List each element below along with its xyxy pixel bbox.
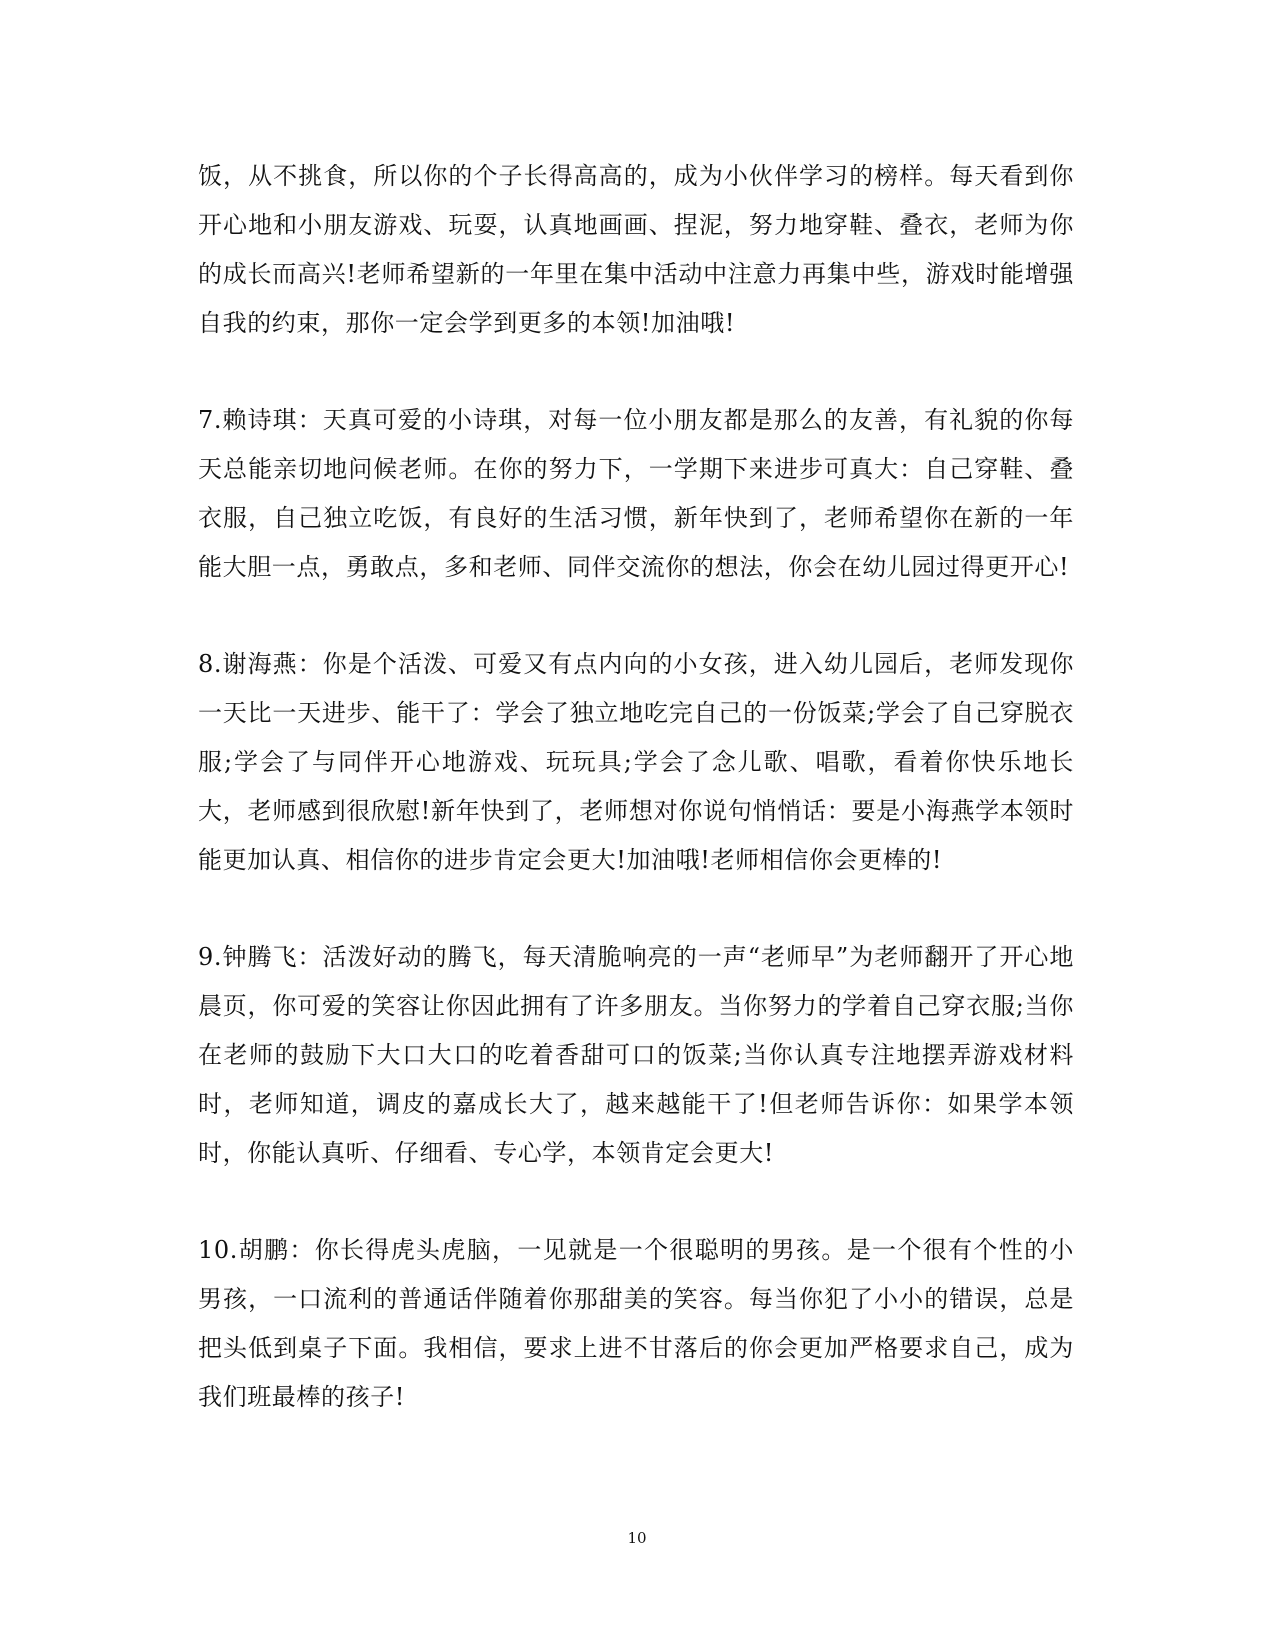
paragraph-item-8: 8.谢海燕：你是个活泼、可爱又有点内向的小女孩，进入幼儿园后，老师发现你一天比一天进步、能干了：学会了独立地吃完自己的一份饭菜;学会了自己穿脱衣服;学会了与同伴开心地游戏、玩玩具;学会了念儿歌、唱歌，看着你快乐地长大，老师感到很欣慰!新年快到了，老师想对你说句悄悄话：要是小海燕学本领时能更加认真、相信你的进步肯定会更大!加油哦!老师相信你会更棒的!	[198, 650, 1074, 874]
page-number: 10	[627, 1529, 647, 1547]
body-text	[198, 152, 1074, 1422]
paragraph-item-9: 9.钟腾飞：活泼好动的腾飞，每天清脆响亮的一声“老师早”为老师翻开了开心地晨页，你可爱的笑容让你因此拥有了许多朋友。当你努力的学着自己穿衣服;当你在老师的鼓励下大口大口的吃着香甜可口的饭菜;当你认真专注地摆弄游戏材料时，老师知道，调皮的嘉成长大了，越来越能干了!但老师告诉你：如果学本领时，你能认真听、仔细看、专心学，本领肯定会更大!	[198, 943, 1074, 1167]
paragraph-continued: 饭，从不挑食，所以你的个子长得高高的，成为小伙伴学习的榜样。每天看到你开心地和小朋友游戏、玩耍，认真地画画、捏泥，努力地穿鞋、叠衣，老师为你的成长而高兴!老师希望新的一年里在集中活动中注意力再集中些，游戏时能增强自我的约束，那你一定会学到更多的本领!加油哦!	[198, 162, 1074, 337]
paragraph-item-7: 7.赖诗琪：天真可爱的小诗琪，对每一位小朋友都是那么的友善，有礼貌的你每天总能亲切地问候老师。在你的努力下，一学期下来进步可真大：自己穿鞋、叠衣服，自己独立吃饭，有良好的生活习惯，新年快到了，老师希望你在新的一年能大胆一点，勇敢点，多和老师、同伴交流你的想法，你会在幼儿园过得更开心!	[198, 406, 1074, 581]
paragraph-item-10: 10.胡鹏：你长得虎头虎脑，一见就是一个很聪明的男孩。是一个很有个性的小男孩，一口流利的普通话伴随着你那甜美的笑容。每当你犯了小小的错误，总是把头低到桌子下面。我相信，要求上进不甘落后的你会更加严格要求自己，成为我们班最棒的孩子!	[198, 1236, 1074, 1411]
